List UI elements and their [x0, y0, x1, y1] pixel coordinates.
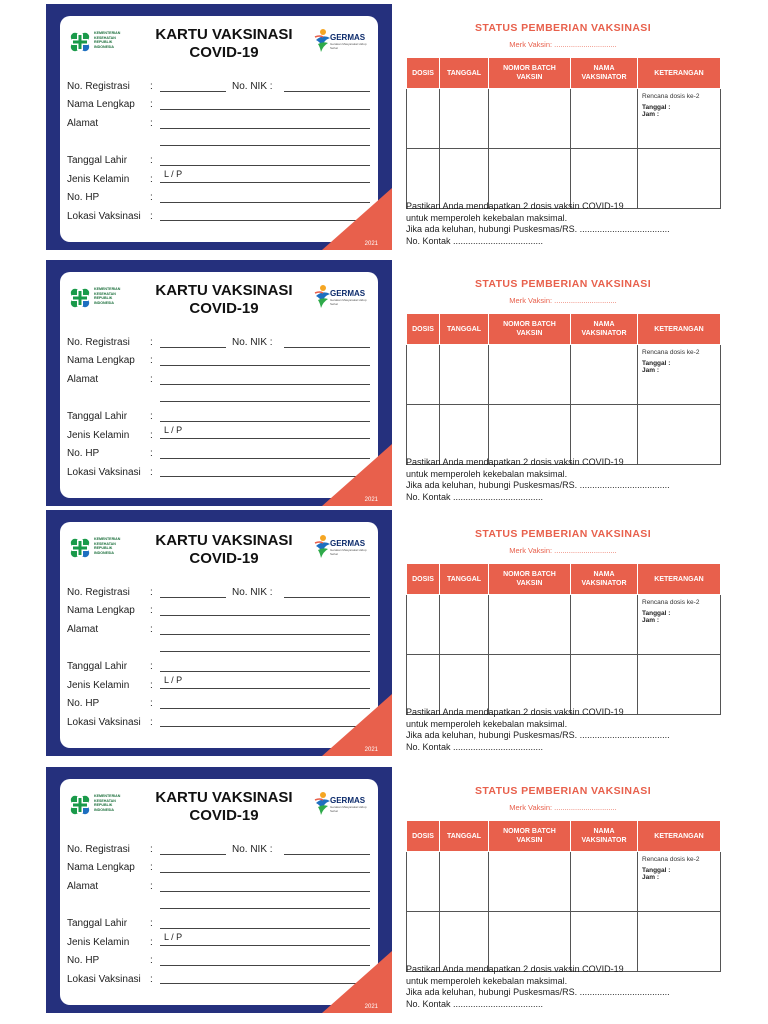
status-title: STATUS PEMBERIAN VAKSINASI [474, 278, 652, 290]
registration-field[interactable] [160, 854, 226, 855]
vaccination-card-back-4 [392, 767, 732, 1013]
cell-vaccinator-1[interactable] [571, 595, 638, 655]
next-dose-label: Rencana dosis ke-2 [642, 856, 700, 863]
next-dose-date-label: Tanggal : [642, 610, 671, 617]
cell-date-2[interactable] [440, 655, 489, 715]
gender-colon: : [150, 680, 153, 691]
germas-logo [314, 28, 376, 54]
vaccination-location-label: Lokasi Vaksinasi [67, 467, 141, 478]
gender-options[interactable]: L / P [164, 425, 183, 435]
table-row [407, 405, 721, 465]
cell-dose-1[interactable] [407, 89, 440, 149]
header-batch-number: NOMOR BATCH VAKSIN [489, 821, 571, 852]
address-label: Alamat [67, 374, 99, 385]
contact-line: No. Kontak .................................... [406, 998, 544, 1009]
kemenkes-logo [68, 30, 158, 54]
instructions-text [406, 457, 670, 503]
header-dose: DOSIS [407, 564, 440, 595]
nik-label: No. NIK : [232, 337, 273, 348]
birth-date-field[interactable] [160, 671, 370, 672]
card-year: 2021 [364, 497, 378, 503]
full-name-colon: : [150, 605, 153, 616]
nik-field[interactable] [284, 854, 370, 855]
next-dose-date-label: Tanggal : [642, 867, 671, 874]
phone-colon: : [150, 192, 153, 203]
instructions-line-1: Pastikan Anda mendapatkan 2 dosis vaksin COVID-19 [406, 707, 624, 717]
germas-text: GERMAS [330, 33, 366, 42]
table-row [407, 595, 721, 655]
phone-label: No. HP [67, 698, 100, 709]
gender-field [160, 438, 370, 439]
gender-colon: : [150, 174, 153, 185]
nik-field[interactable] [284, 597, 370, 598]
vaccination-location-label: Lokasi Vaksinasi [67, 211, 141, 222]
cell-batch-2[interactable] [489, 405, 571, 465]
vaccination-location-colon: : [150, 717, 153, 728]
header-notes: KETERANGAN [638, 564, 721, 595]
germas-subtext: Gerakan Masyarakat Hidup Sehat [330, 298, 367, 306]
card-title [150, 282, 298, 318]
cell-dose-2[interactable] [407, 405, 440, 465]
corner-accent [322, 188, 392, 250]
cell-dose-2[interactable] [407, 655, 440, 715]
vaccination-location-colon: : [150, 974, 153, 985]
cell-notes-1[interactable] [638, 852, 721, 912]
registration-label: No. Registrasi [67, 81, 130, 92]
kemenkes-logo-icon [68, 793, 92, 817]
card-title-line-2: COVID-19 [189, 44, 259, 61]
full-name-field[interactable] [160, 872, 370, 873]
cell-notes-2[interactable] [638, 912, 721, 972]
next-dose-time-label: Jam : [642, 617, 659, 624]
card-year: 2021 [364, 747, 378, 753]
corner-accent [322, 444, 392, 506]
cell-dose-1[interactable] [407, 345, 440, 405]
germas-logo [314, 284, 376, 310]
registration-colon: : [150, 337, 153, 348]
vaccination-location-label: Lokasi Vaksinasi [67, 717, 141, 728]
birth-date-colon: : [150, 411, 153, 422]
header-notes: KETERANGAN [638, 314, 721, 345]
card-title-line-2: COVID-19 [189, 300, 259, 317]
birth-date-label: Tanggal Lahir [67, 411, 128, 422]
table-header-row [407, 58, 721, 89]
corner-accent [322, 951, 392, 1013]
card-year: 2021 [364, 1004, 378, 1010]
gender-label: Jenis Kelamin [67, 174, 130, 185]
header-vaccinator: NAMA VAKSINATOR [571, 821, 638, 852]
header-vaccinator: NAMA VAKSINATOR [571, 314, 638, 345]
full-name-colon: : [150, 355, 153, 366]
cell-dose-1[interactable] [407, 595, 440, 655]
instructions-line-1: Pastikan Anda mendapatkan 2 dosis vaksin COVID-19 [406, 457, 624, 467]
vaccination-status-table [406, 820, 721, 972]
germas-logo [314, 791, 376, 817]
birth-date-field[interactable] [160, 165, 370, 166]
nik-label: No. NIK : [232, 844, 273, 855]
cell-date-2[interactable] [440, 149, 489, 209]
gender-options[interactable]: L / P [164, 675, 183, 685]
vaccination-location-label: Lokasi Vaksinasi [67, 974, 141, 985]
instructions-line-3: Jika ada keluhan, hubungi Puskesmas/RS. .................................... [406, 480, 670, 490]
cell-date-1[interactable] [440, 89, 489, 149]
address-colon: : [150, 374, 153, 385]
gender-label: Jenis Kelamin [67, 430, 130, 441]
instructions-line-3: Jika ada keluhan, hubungi Puskesmas/RS. .................................... [406, 987, 670, 997]
germas-text: GERMAS [330, 539, 366, 548]
address-label: Alamat [67, 624, 99, 635]
phone-colon: : [150, 955, 153, 966]
gender-label: Jenis Kelamin [67, 680, 130, 691]
gender-colon: : [150, 937, 153, 948]
registration-field[interactable] [160, 347, 226, 348]
birth-date-colon: : [150, 661, 153, 672]
header-date: TANGGAL [440, 564, 489, 595]
full-name-colon: : [150, 99, 153, 110]
birth-date-label: Tanggal Lahir [67, 918, 128, 929]
full-name-label: Nama Lengkap [67, 605, 135, 616]
birth-date-field[interactable] [160, 928, 370, 929]
vaccination-card-front-3 [46, 510, 392, 756]
next-dose-time-label: Jam : [642, 111, 659, 118]
vaccine-brand-field[interactable]: Merk Vaksin: .............................. [509, 803, 617, 812]
germas-text: GERMAS [330, 289, 366, 298]
registration-label: No. Registrasi [67, 337, 130, 348]
kemenkes-logo-icon [68, 536, 92, 560]
full-name-field[interactable] [160, 109, 370, 110]
address-field-line-2[interactable] [160, 651, 370, 652]
card-title-line-1: KARTU VAKSINASI [155, 789, 293, 806]
next-dose-time-label: Jam : [642, 874, 659, 881]
table-header-row [407, 821, 721, 852]
header-batch-number: NOMOR BATCH VAKSIN [489, 58, 571, 89]
address-field-line-1[interactable] [160, 128, 370, 129]
gender-options[interactable]: L / P [164, 169, 183, 179]
nik-label: No. NIK : [232, 587, 273, 598]
table-row [407, 655, 721, 715]
address-label: Alamat [67, 881, 99, 892]
registration-field[interactable] [160, 91, 226, 92]
card-title [150, 26, 298, 62]
kemenkes-text: KEMENTERIAN KESEHATAN REPUBLIK INDONESIA [94, 31, 121, 49]
kemenkes-logo [68, 286, 158, 310]
cell-notes-1[interactable] [638, 345, 721, 405]
card-title-line-2: COVID-19 [189, 807, 259, 824]
address-label: Alamat [67, 118, 99, 129]
kemenkes-logo [68, 793, 158, 817]
address-field-line-2[interactable] [160, 908, 370, 909]
address-field-line-1[interactable] [160, 891, 370, 892]
full-name-colon: : [150, 862, 153, 873]
card-title [150, 532, 298, 568]
card-title-line-1: KARTU VAKSINASI [155, 532, 293, 549]
germas-subtext: Gerakan Masyarakat Hidup Sehat [330, 42, 367, 50]
instructions-line-2: untuk memperoleh kekebalan maksimal. [406, 718, 568, 729]
phone-label: No. HP [67, 955, 100, 966]
birth-date-colon: : [150, 918, 153, 929]
vaccine-brand-field[interactable]: Merk Vaksin: .............................. [509, 296, 617, 305]
address-field-line-1[interactable] [160, 384, 370, 385]
birth-date-colon: : [150, 155, 153, 166]
birth-date-label: Tanggal Lahir [67, 661, 128, 672]
cell-notes-2[interactable] [638, 149, 721, 209]
table-row [407, 89, 721, 149]
address-colon: : [150, 881, 153, 892]
registration-colon: : [150, 81, 153, 92]
cell-dose-1[interactable] [407, 852, 440, 912]
phone-colon: : [150, 698, 153, 709]
phone-label: No. HP [67, 192, 100, 203]
header-batch-number: NOMOR BATCH VAKSIN [489, 564, 571, 595]
cell-dose-2[interactable] [407, 149, 440, 209]
kemenkes-text: KEMENTERIAN KESEHATAN REPUBLIK INDONESIA [94, 287, 121, 305]
card-title-line-2: COVID-19 [189, 550, 259, 567]
germas-subtext: Gerakan Masyarakat Hidup Sehat [330, 805, 367, 813]
cell-notes-2[interactable] [638, 655, 721, 715]
cell-notes-1[interactable] [638, 89, 721, 149]
full-name-label: Nama Lengkap [67, 355, 135, 366]
cell-date-2[interactable] [440, 405, 489, 465]
header-date: TANGGAL [440, 314, 489, 345]
germas-logo [314, 534, 376, 560]
table-header-row [407, 564, 721, 595]
vaccination-status-table [406, 313, 721, 465]
address-field-line-2[interactable] [160, 145, 370, 146]
contact-line: No. Kontak .................................... [406, 741, 544, 752]
gender-colon: : [150, 430, 153, 441]
cell-batch-2[interactable] [489, 149, 571, 209]
instructions-line-2: untuk memperoleh kekebalan maksimal. [406, 468, 568, 479]
vaccination-card-back-3 [392, 510, 732, 756]
cell-vaccinator-1[interactable] [571, 89, 638, 149]
header-dose: DOSIS [407, 821, 440, 852]
nik-label: No. NIK : [232, 81, 273, 92]
card-title [150, 789, 298, 825]
vaccination-card-front-4 [46, 767, 392, 1013]
vaccination-card-front-2 [46, 260, 392, 506]
cell-date-1[interactable] [440, 595, 489, 655]
cell-batch-2[interactable] [489, 655, 571, 715]
germas-subtext: Gerakan Masyarakat Hidup Sehat [330, 548, 367, 556]
gender-field [160, 688, 370, 689]
cell-batch-1[interactable] [489, 852, 571, 912]
registration-colon: : [150, 844, 153, 855]
cell-dose-2[interactable] [407, 912, 440, 972]
header-dose: DOSIS [407, 314, 440, 345]
cell-notes-2[interactable] [638, 405, 721, 465]
vaccination-status-table [406, 563, 721, 715]
corner-accent [322, 694, 392, 756]
vaccine-brand-field[interactable]: Merk Vaksin: .............................. [509, 40, 617, 49]
phone-label: No. HP [67, 448, 100, 459]
card-year: 2021 [364, 241, 378, 247]
registration-field[interactable] [160, 597, 226, 598]
instructions-line-2: untuk memperoleh kekebalan maksimal. [406, 212, 568, 223]
registration-colon: : [150, 587, 153, 598]
header-date: TANGGAL [440, 821, 489, 852]
registration-label: No. Registrasi [67, 844, 130, 855]
kemenkes-text: KEMENTERIAN KESEHATAN REPUBLIK INDONESIA [94, 794, 121, 812]
kemenkes-logo [68, 536, 158, 560]
status-title: STATUS PEMBERIAN VAKSINASI [474, 785, 652, 797]
contact-line: No. Kontak .................................... [406, 491, 544, 502]
registration-label: No. Registrasi [67, 587, 130, 598]
next-dose-label: Rencana dosis ke-2 [642, 93, 700, 100]
cell-notes-1[interactable] [638, 595, 721, 655]
status-title: STATUS PEMBERIAN VAKSINASI [474, 22, 652, 34]
cell-date-2[interactable] [440, 912, 489, 972]
next-dose-label: Rencana dosis ke-2 [642, 349, 700, 356]
next-dose-date-label: Tanggal : [642, 360, 671, 367]
birth-date-field[interactable] [160, 421, 370, 422]
address-colon: : [150, 624, 153, 635]
instructions-line-1: Pastikan Anda mendapatkan 2 dosis vaksin COVID-19 [406, 964, 624, 974]
vaccination-status-table [406, 57, 721, 209]
nik-field[interactable] [284, 91, 370, 92]
instructions-line-3: Jika ada keluhan, hubungi Puskesmas/RS. .................................... [406, 730, 670, 740]
card-title-line-1: KARTU VAKSINASI [155, 26, 293, 43]
vaccination-card-front-1 [46, 4, 392, 250]
next-dose-date-label: Tanggal : [642, 104, 671, 111]
nik-field[interactable] [284, 347, 370, 348]
header-notes: KETERANGAN [638, 58, 721, 89]
table-header-row [407, 314, 721, 345]
table-row [407, 912, 721, 972]
cell-vaccinator-2[interactable] [571, 655, 638, 715]
cell-vaccinator-2[interactable] [571, 912, 638, 972]
full-name-label: Nama Lengkap [67, 99, 135, 110]
next-dose-time-label: Jam : [642, 367, 659, 374]
instructions-text [406, 964, 670, 1010]
next-dose-label: Rencana dosis ke-2 [642, 599, 700, 606]
birth-date-label: Tanggal Lahir [67, 155, 128, 166]
gender-options[interactable]: L / P [164, 932, 183, 942]
instructions-text [406, 707, 670, 753]
kemenkes-logo-icon [68, 30, 92, 54]
cell-batch-1[interactable] [489, 89, 571, 149]
cell-vaccinator-2[interactable] [571, 405, 638, 465]
contact-line: No. Kontak .................................... [406, 235, 544, 246]
cell-date-1[interactable] [440, 852, 489, 912]
status-title: STATUS PEMBERIAN VAKSINASI [474, 528, 652, 540]
vaccination-location-colon: : [150, 467, 153, 478]
germas-text: GERMAS [330, 796, 366, 805]
full-name-field[interactable] [160, 615, 370, 616]
cell-vaccinator-2[interactable] [571, 149, 638, 209]
cell-vaccinator-1[interactable] [571, 345, 638, 405]
vaccine-brand-field[interactable]: Merk Vaksin: .............................. [509, 546, 617, 555]
gender-label: Jenis Kelamin [67, 937, 130, 948]
cell-date-1[interactable] [440, 345, 489, 405]
vaccination-card-back-1 [392, 4, 732, 250]
kemenkes-text: KEMENTERIAN KESEHATAN REPUBLIK INDONESIA [94, 537, 121, 555]
address-field-line-2[interactable] [160, 401, 370, 402]
cell-batch-2[interactable] [489, 912, 571, 972]
gender-field [160, 945, 370, 946]
header-vaccinator: NAMA VAKSINATOR [571, 564, 638, 595]
instructions-text [406, 201, 670, 247]
card-title-line-1: KARTU VAKSINASI [155, 282, 293, 299]
table-row [407, 852, 721, 912]
vaccination-location-colon: : [150, 211, 153, 222]
table-row [407, 345, 721, 405]
header-dose: DOSIS [407, 58, 440, 89]
instructions-line-2: untuk memperoleh kekebalan maksimal. [406, 975, 568, 986]
table-row [407, 149, 721, 209]
full-name-field[interactable] [160, 365, 370, 366]
instructions-line-3: Jika ada keluhan, hubungi Puskesmas/RS. .................................... [406, 224, 670, 234]
address-colon: : [150, 118, 153, 129]
phone-colon: : [150, 448, 153, 459]
gender-field [160, 182, 370, 183]
header-date: TANGGAL [440, 58, 489, 89]
cell-batch-1[interactable] [489, 595, 571, 655]
cell-batch-1[interactable] [489, 345, 571, 405]
kemenkes-logo-icon [68, 286, 92, 310]
header-notes: KETERANGAN [638, 821, 721, 852]
full-name-label: Nama Lengkap [67, 862, 135, 873]
header-batch-number: NOMOR BATCH VAKSIN [489, 314, 571, 345]
cell-vaccinator-1[interactable] [571, 852, 638, 912]
vaccination-card-back-2 [392, 260, 732, 506]
address-field-line-1[interactable] [160, 634, 370, 635]
header-vaccinator: NAMA VAKSINATOR [571, 58, 638, 89]
instructions-line-1: Pastikan Anda mendapatkan 2 dosis vaksin COVID-19 [406, 201, 624, 211]
